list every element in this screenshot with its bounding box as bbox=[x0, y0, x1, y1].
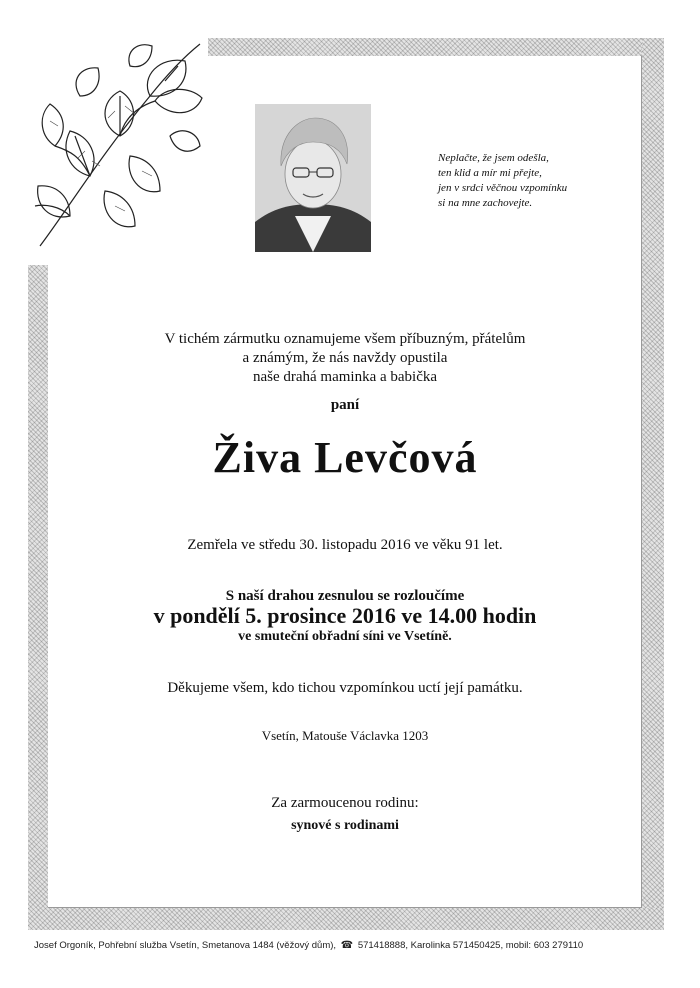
border-top bbox=[208, 38, 664, 56]
phone-icon: ☎ bbox=[340, 940, 354, 951]
title-word: paní bbox=[330, 397, 360, 413]
poem-line: jen v srdci věčnou vzpomínku bbox=[438, 182, 568, 194]
farewell-intro: S naší drahou zesnulou se rozloučíme bbox=[225, 588, 465, 604]
border-bottom bbox=[28, 908, 664, 930]
footer-company: Josef Orgoník, Pohřební služba Vsetín, Smetanova 1484 (věžový dům), bbox=[34, 940, 337, 951]
family-label: Za zarmoucenou rodinu: bbox=[271, 795, 419, 811]
deceased-name: Živa Levčová bbox=[212, 433, 478, 482]
border-right bbox=[642, 38, 664, 930]
poem-line: si na mne zachovejte. bbox=[438, 197, 533, 209]
footer bbox=[34, 940, 674, 951]
announcement-line: naše drahá maminka a babička bbox=[252, 369, 438, 385]
leaf-ornament-icon bbox=[30, 36, 210, 256]
address: Vsetín, Matouše Václavka 1203 bbox=[261, 728, 429, 743]
portrait-photo bbox=[255, 104, 371, 252]
poem-line: ten klid a mír mi přejte, bbox=[438, 167, 542, 179]
poem-line: Neplačte, že jsem odešla, bbox=[438, 152, 549, 164]
family-names: synové s rodinami bbox=[291, 818, 399, 833]
footer-contacts: 571418888, Karolinka 571450425, mobil: 603 279110 bbox=[357, 940, 584, 951]
border-left bbox=[28, 265, 48, 930]
announcement bbox=[48, 330, 642, 387]
announcement-line: a známým, že nás navždy opustila bbox=[242, 350, 448, 366]
farewell-date: v pondělí 5. prosince 2016 ve 14.00 hodin bbox=[153, 603, 537, 628]
poem bbox=[438, 151, 638, 211]
thanks-text: Děkujeme všem, kdo tichou vzpomínkou uctí její památku. bbox=[167, 680, 523, 696]
announcement-line: V tichém zármutku oznamujeme všem příbuzným, přátelům bbox=[164, 331, 526, 347]
farewell-place: ve smuteční obřadní síni ve Vsetíně. bbox=[238, 629, 452, 644]
death-info: Zemřela ve středu 30. listopadu 2016 ve věku 91 let. bbox=[187, 537, 503, 553]
